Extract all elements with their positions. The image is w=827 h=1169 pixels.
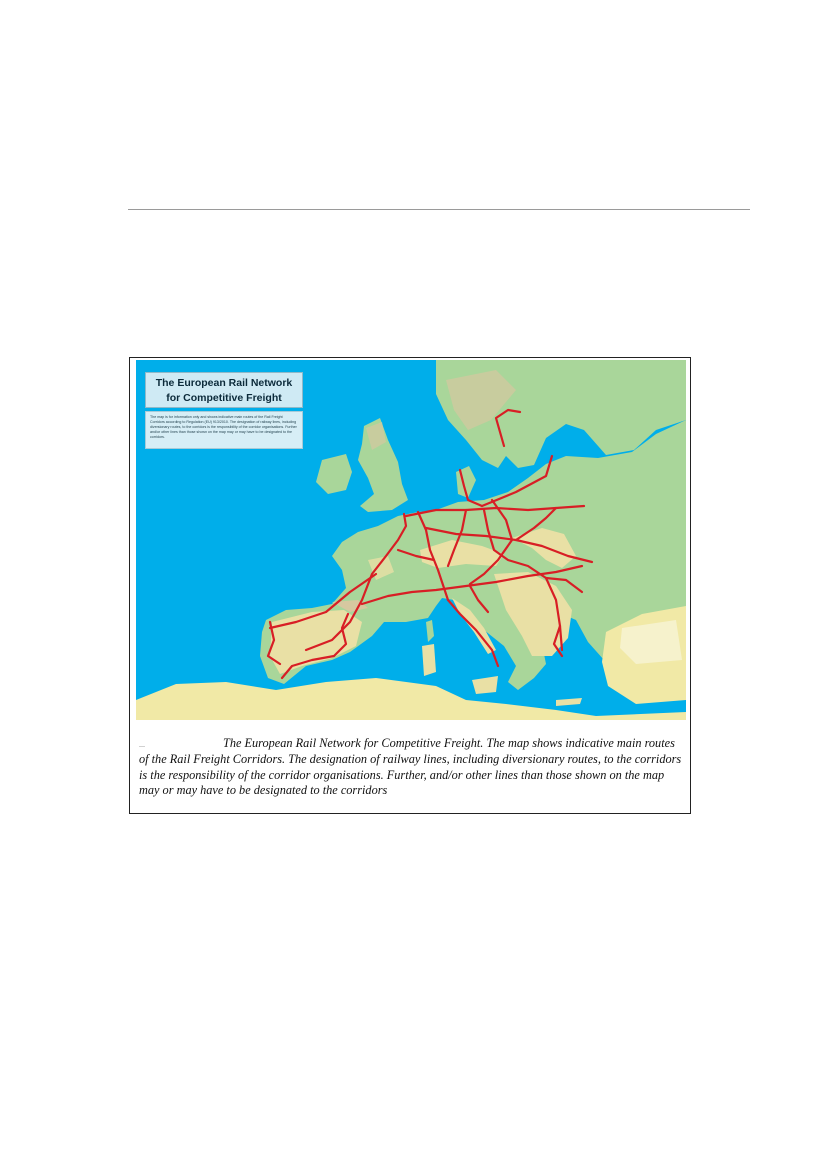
map-note: The map is for information only and shows indicative main routes of the Rail Freight Corridors according to Regulation (EU) 913/2010. The designation of railway lines, including diversionary routes, to the corridors is the responsibility of the corridor organisations. Further and/or other lines than those shown on the map may or may have to be designated to the corridors. [145,411,303,449]
figure-caption [139,736,684,799]
sardinia-land [422,644,436,676]
figure-label: ... [139,740,145,749]
header-rule [128,209,750,210]
map-title-line-1: The European Rail Network [155,377,293,389]
map-title [145,372,303,408]
figure-frame [129,357,691,814]
caption-text: The European Rail Network for Competitive Freight. The map shows indicative main routes of the Rail Freight Corridors. The designation of railway lines, including diversionary routes, to the corridors is the responsibility of the corridor organisations. Further, and/or other lines than those shown on the map may or may have to be designated to the corridors [139,736,682,798]
rail-network-map [136,360,686,720]
map-title-line-2: for Competitive Freight [166,392,282,404]
